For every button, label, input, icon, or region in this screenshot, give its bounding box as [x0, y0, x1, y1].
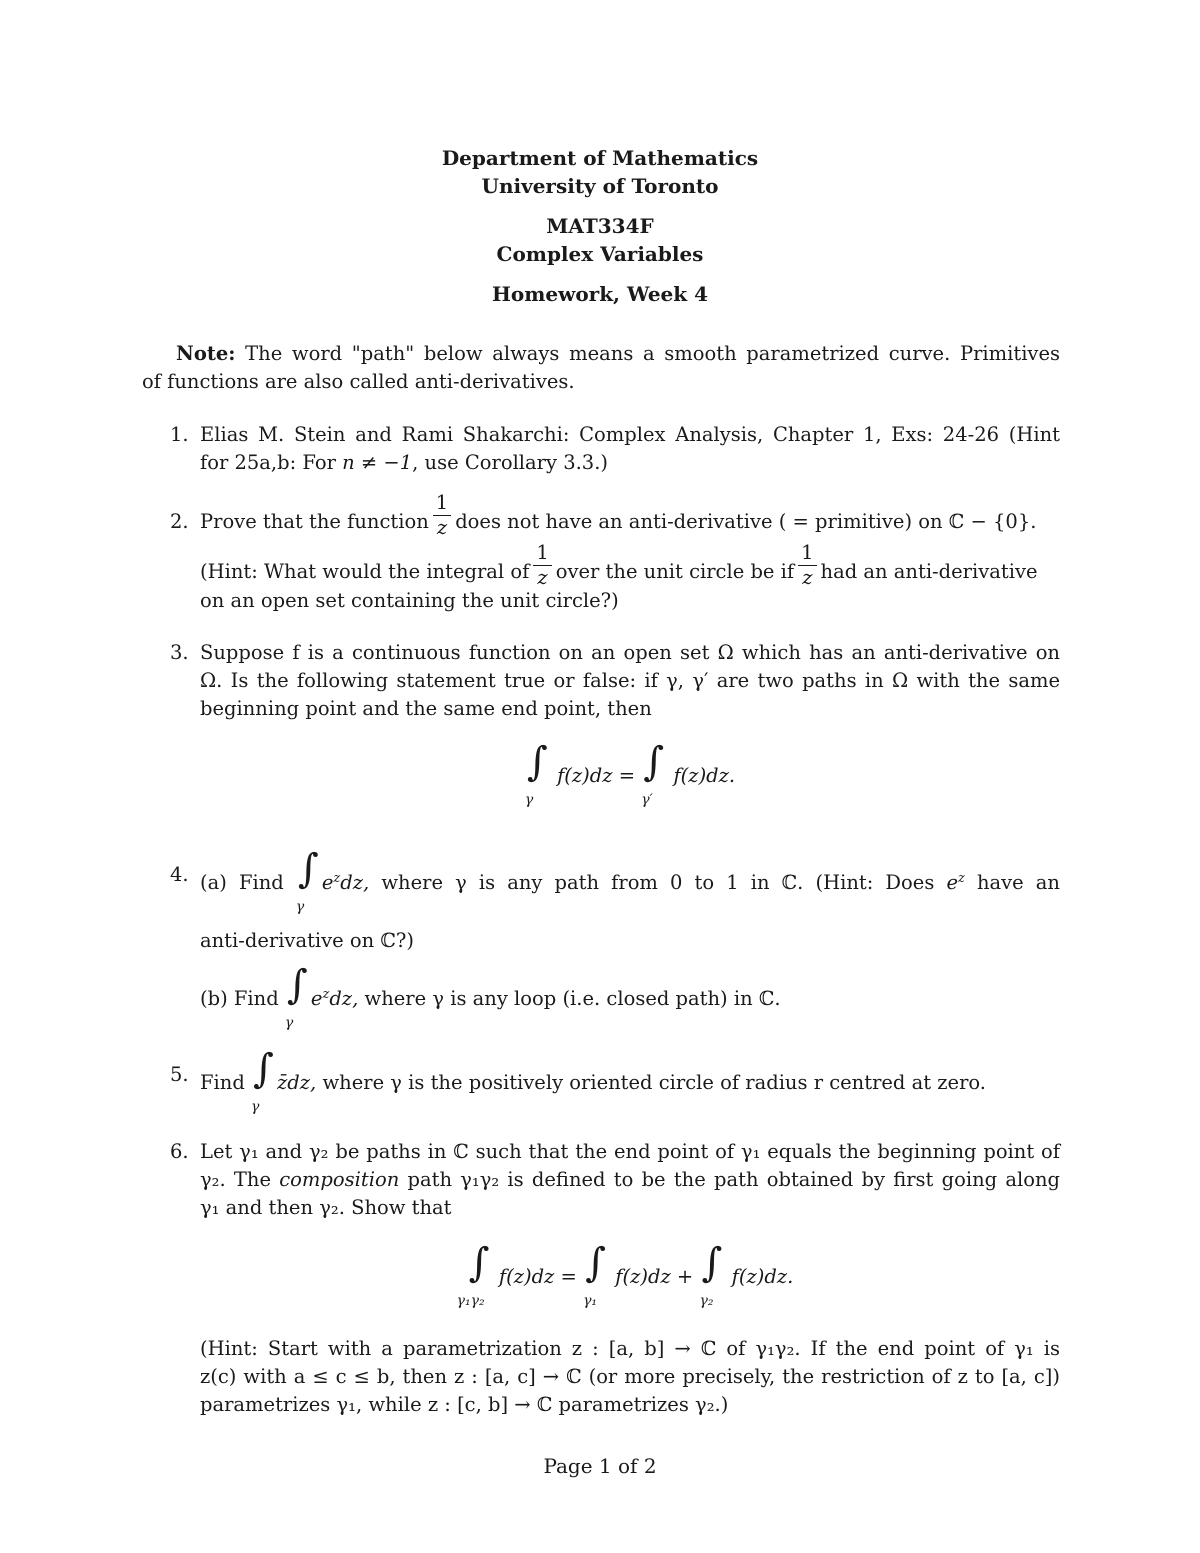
problem-4a-line-2: anti-derivative on ℂ?) — [200, 929, 414, 952]
problem-6-equation: ∫ γ₁γ₂ f(z)dz = ∫ γ₁ f(z)dz + ∫ γ₂ f(z)dz. — [456, 1240, 794, 1309]
problem-3-line-2: Ω. Is the following statement true or false: if γ, γ′ are two paths in Ω with the same — [200, 669, 1061, 692]
integral-sign: ∫ γ — [251, 1046, 274, 1115]
problem-5-line: Find ∫ γ z̄dz, where γ is the positively oriented circle of radius r centred at zero. — [200, 1046, 987, 1115]
problem-3-line-1: Suppose f is a continuous function on an open set Ω which has an anti-derivative on — [200, 641, 1060, 664]
problem-2-text-b: does not have an anti-derivative ( = primitive) on ℂ − {0}. — [455, 510, 1037, 533]
problem-1-condition: n ≠ −1 — [342, 451, 413, 474]
integral-sign: ∫ γ — [524, 739, 548, 808]
course-name: Complex Variables — [496, 242, 704, 266]
problem-6-line-3: γ₁ and then γ₂. Show that — [200, 1196, 452, 1219]
problem-number: 6. — [170, 1140, 189, 1163]
problem-number: 5. — [170, 1063, 189, 1086]
course-code: MAT334F — [546, 214, 654, 238]
note-label: Note: — [176, 342, 236, 365]
problem-6-line-2: γ₂. The composition path γ₁γ₂ is defined to be the path obtained by first going along — [200, 1168, 1061, 1191]
problem-4a-line-1: (a) Find ∫ γ $e^zdz$, where γ is any path from 0 to 1 in ℂ. (Hint: Does $e^z$ have an — [200, 846, 1060, 915]
problem-1-line-2a: for 25a,b: For — [200, 451, 336, 474]
page-number: Page 1 of 2 — [543, 1454, 657, 1478]
problem-2-hint-b: over the unit circle be if — [555, 560, 795, 583]
problem-number: 3. — [170, 641, 189, 664]
equation-rhs: f(z)dz. — [673, 764, 736, 787]
integral-sign: ∫ γ₂ — [699, 1240, 723, 1309]
problem-6-hint-2: z(c) with a ≤ c ≤ b, then z : [a, c] → ℂ (or more precisely, the restriction of z to [a, c]) — [200, 1365, 1060, 1388]
integral-sign: ∫ γ′ — [641, 739, 665, 808]
equation-lhs: f(z)dz = — [557, 764, 636, 787]
integral-sign: ∫ γ — [284, 962, 308, 1031]
integral-sign: ∫ γ₁ — [583, 1240, 606, 1309]
problem-6-hint-1: (Hint: Start with a parametrization z : [a, b] → ℂ of γ₁γ₂. If the end point of γ₁ is — [200, 1337, 1060, 1360]
integral-sign: ∫ γ₁γ₂ — [456, 1240, 490, 1309]
note-line-2: of functions are also called anti-derivatives. — [142, 370, 575, 393]
integral-sign: ∫ γ — [295, 846, 319, 915]
problem-2-text-a: Prove that the function — [200, 510, 429, 533]
problem-2-hint-line-3: on an open set containing the unit circle?) — [200, 589, 619, 612]
problem-6-line-1: Let γ₁ and γ₂ be paths in ℂ such that the end point of γ₁ equals the beginning point of — [200, 1140, 1060, 1163]
problem-6-hint-3: parametrizes γ₁, while z : [c, b] → ℂ parametrizes γ₂.) — [200, 1393, 729, 1416]
problem-number: 1. — [170, 423, 189, 446]
department-title: Department of Mathematics — [441, 146, 759, 170]
problem-3-line-3: beginning point and the same end point, then — [200, 697, 652, 720]
problem-1-line-1: Elias M. Stein and Rami Shakarchi: Complex Analysis, Chapter 1, Exs: 24-26 (Hint — [200, 423, 1060, 446]
problem-2-hint-a: (Hint: What would the integral of — [200, 560, 530, 583]
fraction-one-over-z: $\frac{1}{z}$ — [433, 491, 451, 540]
problem-number: 2. — [170, 510, 189, 533]
fraction-one-over-z: $\frac{1}{z}$ — [533, 541, 551, 590]
university-title: University of Toronto — [481, 174, 719, 198]
problem-2-hint-c: had an anti-derivative — [820, 560, 1038, 583]
fraction-one-over-z: $\frac{1}{z}$ — [798, 541, 816, 590]
problem-4b: (b) Find ∫ γ $e^zdz$, where γ is any loop (i.e. closed path) in ℂ. — [200, 962, 781, 1031]
note-paragraph — [142, 340, 1060, 396]
assignment-title: Homework, Week 4 — [491, 282, 708, 306]
problem-3-equation — [200, 739, 1060, 808]
problem-1-line-2c: , use Corollary 3.3.) — [412, 451, 609, 474]
note-line-1: The word "path" below always means a smooth parametrized curve. Primitives — [245, 342, 1060, 365]
problem-number: 4. — [170, 863, 189, 886]
